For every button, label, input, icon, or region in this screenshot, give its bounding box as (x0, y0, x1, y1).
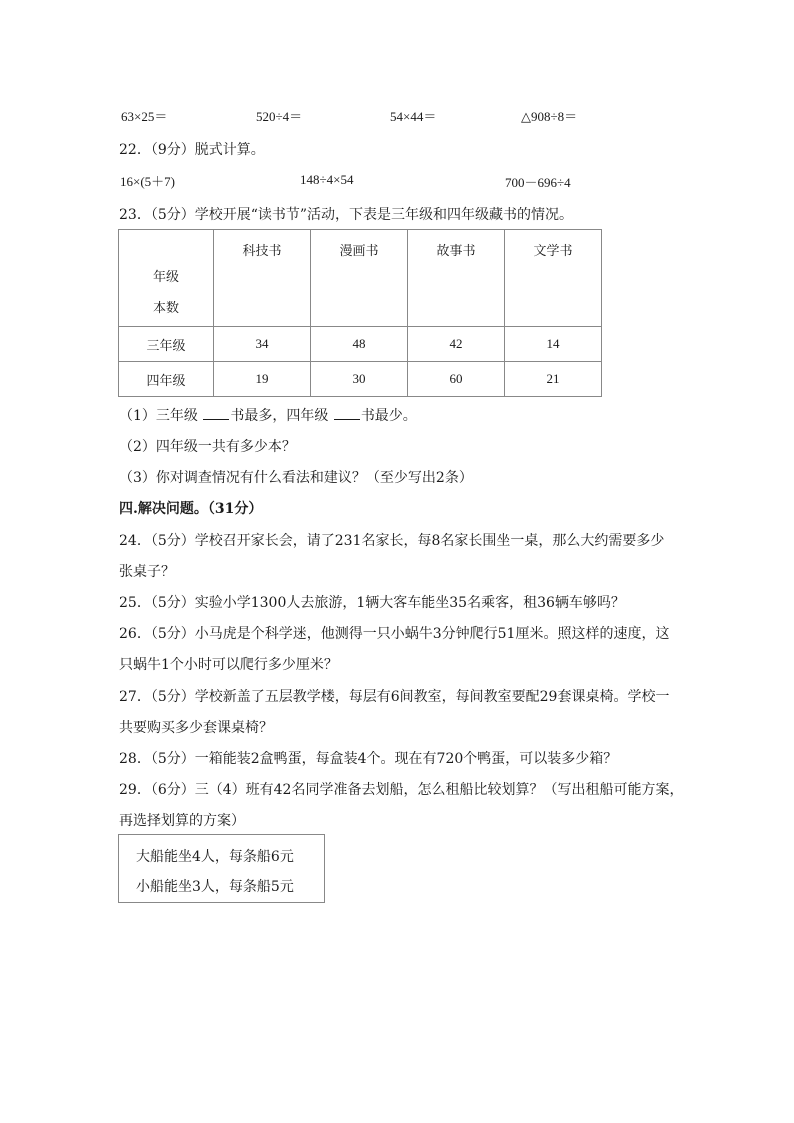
table-cell: 34 (214, 327, 311, 362)
corner-count-label: 本数 (152, 301, 179, 316)
q23-sub3: （3）你对调查情况有什么看法和建议？（至少写出2条） (119, 470, 473, 486)
table-cell: 30 (311, 362, 408, 397)
table-cell: 48 (311, 327, 408, 362)
book-table (118, 229, 602, 397)
q22-title: 22．（9分）脱式计算。 (119, 142, 265, 158)
q24-line-2: 张桌子？ (119, 564, 175, 580)
q23-sub1 (119, 405, 417, 425)
table-row (119, 362, 602, 397)
boat-info-box (118, 834, 325, 903)
row-label-grade4: 四年级 (119, 362, 214, 397)
q25: 25．（5分）实验小学1300人去旅游，1辆大客车能坐35名乘客，租36辆车够吗？ (119, 595, 625, 611)
corner-grade-label: 年级 (152, 270, 179, 285)
table-cell: 19 (214, 362, 311, 397)
header-comics: 漫画书 (311, 230, 408, 327)
q22-expr-1: 16×(5＋7) (120, 174, 175, 189)
q27-line-2: 共要购买多少套课桌椅？ (119, 720, 273, 736)
q28: 28．（5分）一箱能装2盒鸭蛋，每盒装4个。现在有720个鸭蛋，可以装多少箱？ (119, 751, 618, 767)
q23-sub1-part-c: 书最少。 (360, 408, 417, 424)
header-story: 故事书 (408, 230, 505, 327)
q29-line-1: 29．（6分）三（4）班有42名同学准备去划船，怎么租船比较划算？（写出租船可能方案， (119, 782, 684, 798)
q26-line-2: 只蜗牛1个小时可以爬行多少厘米？ (119, 657, 338, 673)
table-corner-cell (119, 230, 214, 327)
big-boat-info: 大船能坐4人，每条船6元 (136, 849, 294, 865)
table-row (119, 327, 602, 362)
expr-63x25: 63×25＝ (121, 109, 168, 124)
header-science: 科技书 (214, 230, 311, 327)
q23-title: 23．（5分）学校开展“读书节”活动，下表是三年级和四年级藏书的情况。 (119, 207, 574, 223)
expr-908div8: △908÷8＝ (521, 109, 578, 124)
expr-520div4: 520÷4＝ (256, 109, 303, 124)
q23-sub1-part-b: 书最多，四年级 (230, 408, 333, 424)
q23-sub2: （2）四年级一共有多少本？ (119, 439, 296, 455)
small-boat-info: 小船能坐3人，每条船5元 (136, 879, 294, 895)
q22-expr-3: 700－696÷4 (505, 175, 571, 190)
q26-line-1: 26．（5分）小马虎是个科学迷，他测得一只小蜗牛3分钟爬行51厘米。照这样的速度，这 (119, 626, 670, 642)
q29-line-2: 再选择划算的方案） (119, 813, 245, 829)
q23-sub1-part-a: （1）三年级 (119, 408, 203, 424)
header-literature: 文学书 (505, 230, 602, 327)
q22-expr-2: 148÷4×54 (300, 172, 354, 187)
table-cell: 60 (408, 362, 505, 397)
answer-blank-1[interactable] (203, 407, 229, 420)
table-cell: 42 (408, 327, 505, 362)
q24-line-1: 24．（5分）学校召开家长会，请了231名家长，每8名家长围坐一桌，那么大约需要多少 (119, 533, 665, 549)
answer-blank-2[interactable] (334, 407, 360, 420)
expr-54x44: 54×44＝ (390, 109, 437, 124)
q27-line-1: 27．（5分）学校新盖了五层教学楼，每层有6间教室，每间教室要配29套课桌椅。学校一 (119, 689, 670, 705)
row-label-grade3: 三年级 (119, 327, 214, 362)
table-cell: 21 (505, 362, 602, 397)
table-cell: 14 (505, 327, 602, 362)
section-heading: 四.解决问题。（31分） (119, 501, 263, 517)
